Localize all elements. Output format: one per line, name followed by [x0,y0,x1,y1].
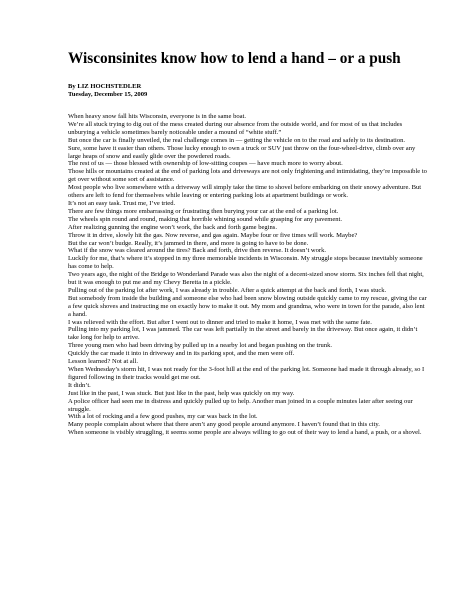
article-page [68,50,428,437]
paragraph: After realizing gunning the engine won’t work, the back and forth game begins. [68,223,277,231]
paragraph: It didn’t. [68,381,91,389]
paragraph: Those hills or mountains created at the end of parking lots and driveways are not only frightening and intimidating, they’re impossible to get over without some sort of assistance. [68,168,427,184]
paragraph: With a lot of rocking and a few good pushes, my car was back in the lot. [68,413,258,421]
paragraph: Quickly the car made it into in driveway and in its parking spot, and the men were off. [68,350,295,358]
paragraph: It’s not an easy task. Trust me, I’ve tried. [68,199,176,207]
paragraph: But somebody from inside the building and someone else who had been snow blowing outside quickly came to my rescue, giving the car a few quick shoves and instructing me on exactly how to make it out. My mom and grandma, who were in town for the parade, also lent a hand. [68,294,427,318]
paragraph: Pulling out of the parking lot after work, I was already in trouble. After a quick attempt at the back and forth, I was stuck. [68,286,387,294]
paragraph: Two years ago, the night of the Bridge to Wonderland Parade was also the night of a decent-sized snow storm. Six inches fell that night, but it was enough to put me and my Chevy Beretta in a pickle. [68,271,424,287]
paragraph: Just like in the past, I was stuck. But just like in the past, help was quickly on my way. [68,389,295,397]
paragraph: Most people who live somewhere with a driveway will simply take the time to shovel before embarking on their snowy adventure. But others are left to fend for themselves while leaving or entering parking lots at apartment buildings or work. [68,184,422,200]
paragraph: But once the car is finally unveiled, the real challenge comes in — getting the vehicle on to the road and safely to its destination. [68,136,406,144]
paragraph: There are few things more embarrassing or frustrating then burying your car at the end of a parking lot. [68,207,339,215]
paragraph: When heavy snow fall hits Wisconsin, everyone is in the same boat. [68,113,246,120]
paragraph: We’re all stuck trying to dig out of the mess created during our absence from the outside world, and for most of us that includes unburying a vehicle sometimes barely noticeable under a mound of “white stuff.” [68,120,403,136]
paragraph: Many people complain about where that there aren’t any good people around anymore. I haven’t found that in this city. [68,421,380,429]
paragraph: I was relieved with the effort. But after I went out to dinner and tried to make it home, I was met with the same fate. [68,318,372,326]
article-body [68,113,428,437]
paragraph: Luckily for me, that’s where it’s stopped in my three memorable incidents in Wisconsin. My struggle stops because inevitably someone has come to help. [68,255,423,271]
paragraph: The wheels spin round and round, making that horrible whining sound while grasping for any pavement. [68,215,343,223]
paragraph: But the car won’t budge. Really, it’s jammed in there, and more is going to have to be done. [68,239,309,247]
paragraph: Pulling into my parking lot, I was jammed. The car was left partially in the street and barely in the driveway. But once again, it didn’t take long for help to arrive. [68,326,418,342]
byline: By LIZ HOCHSTEDLER [68,83,142,90]
paragraph: A police officer had seen me in distress and quickly pulled up to help. Another man joined in a couple minutes later after seeing our struggle. [68,397,413,413]
paragraph: Throw it in drive, slowly hit the gas. Now reverse, and gas again. Maybe four or five times will work. Maybe? [68,231,358,239]
paragraph: When someone is visibly struggling, it seems some people are always willing to go out of their way to lend a hand, a push, or a shovel. [68,429,422,437]
paragraph: Three young men who had been driving by pulled up in a nearby lot and began pushing on the trunk. [68,342,332,350]
paragraph: When Wednesday’s storm hit, I was not ready for the 3-foot hill at the end of the parking lot. Someone had made it through already, so I figured following in their tracks would get me out. [68,366,425,381]
headline: Wisconsinites know how to lend a hand – or a push [68,50,401,67]
paragraph: The rest of us — those blessed with ownership of low-sitting coupes — have much more to worry about. [68,160,343,168]
dateline: Tuesday, December 15, 2009 [68,91,148,98]
paragraph: Sure, some have it easier than others. Those lucky enough to own a truck or SUV just throw on the four-wheel-drive, climb over any large heaps of snow and easily glide over the powdered roads. [68,144,416,160]
paragraph: Lesson learned? Not at all. [68,358,138,366]
paragraph: What if the snow was cleared around the tires? Back and forth, drive then reverse. It doesn’t work. [68,247,327,255]
